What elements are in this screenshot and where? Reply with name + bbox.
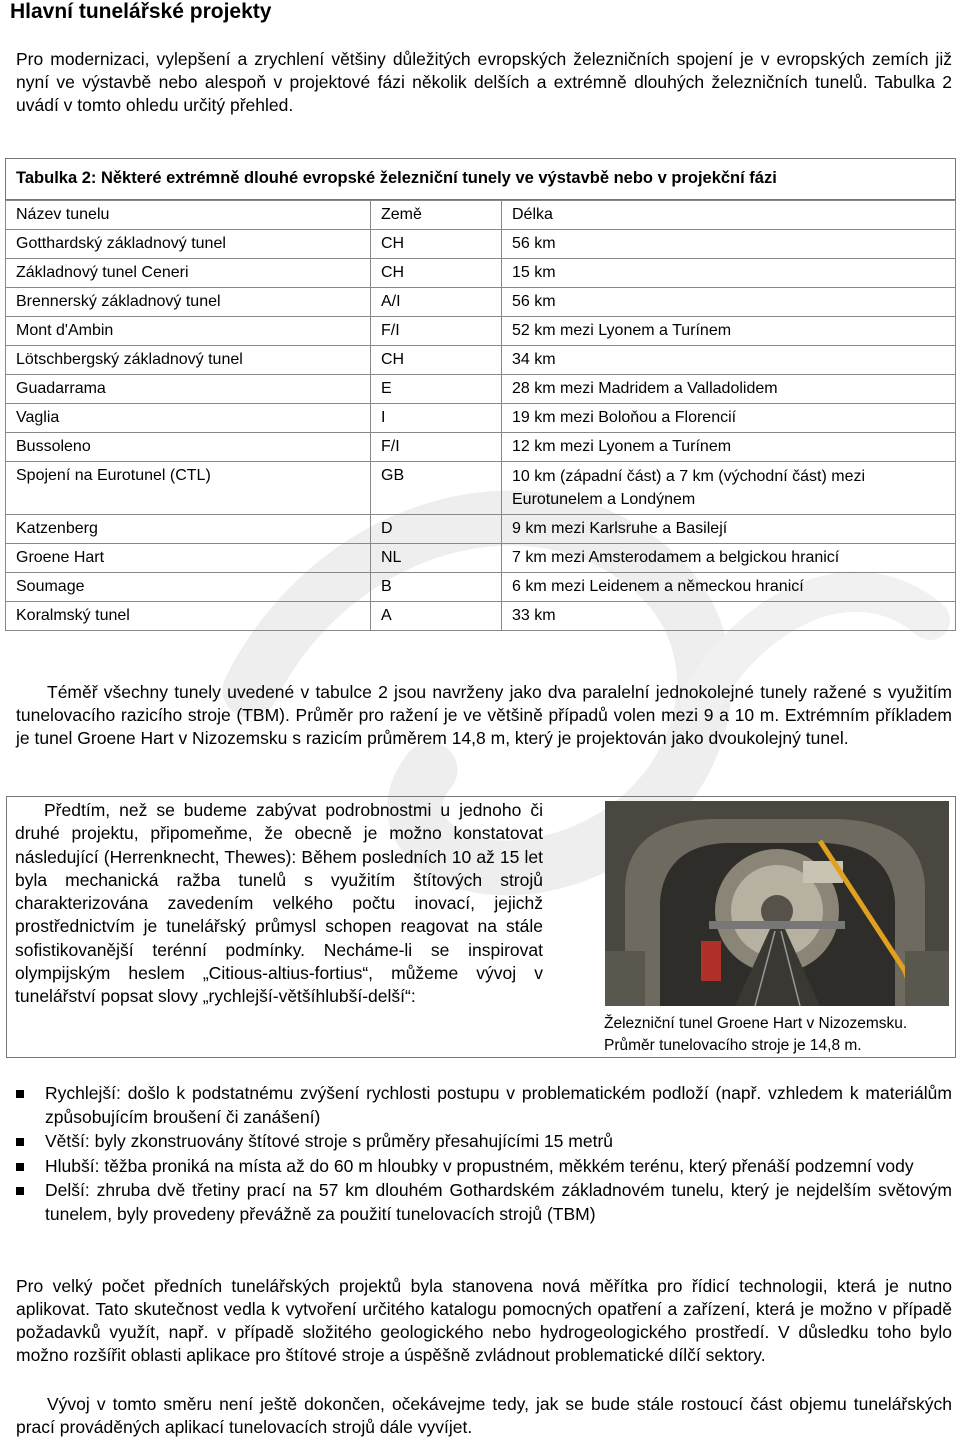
cell-name: Základnový tunel Ceneri <box>6 259 371 288</box>
cell-length: 10 km (západní část) a 7 km (východní část) mezi Eurotunelem a Londýnem <box>502 462 956 515</box>
cell-country: B <box>371 573 502 602</box>
list-item <box>16 1082 952 1129</box>
box-paragraph: Předtím, než se budeme zabývat podrobnostmi u jednoho či druhé projektu, připomeňme, že obecně je možno konstatovat následující (Herrenknecht, Thewes): Během posledních 10 až 15 let byla mechanická ražba tunelů s využitím štítových strojů charakterizována zavedením velkého počtu inovací, jejichž prostřednictvím je tunelářský průmysl schopen reagovat na stále sofistikovanější terénní podmínky. Necháme-li se inspirovat olympijským heslem „Citious-altius-fortius“, můžeme vývoj v tunelářství popsat slovy „rychlejší-většíhlubší-delší“: <box>15 800 543 1007</box>
table-row <box>6 515 956 544</box>
cell-name: Spojení na Eurotunel (CTL) <box>6 462 371 515</box>
table-row <box>6 573 956 602</box>
cell-name: Groene Hart <box>6 544 371 573</box>
cell-name: Gotthardský základnový tunel <box>6 230 371 259</box>
intro-paragraph: Pro modernizaci, vylepšení a zrychlení většiny důležitých evropských železničních spojení je v evropských zemích již nyní ve výstavbě nebo alespoň v projektové fázi několik delších a extrémně dlouhých železničních tunelů. Tabulka 2 uvádí v tomto ohledu určitý přehled. <box>16 49 952 115</box>
cell-country: E <box>371 375 502 404</box>
cell-length: 56 km <box>502 230 956 259</box>
cell-name: Katzenberg <box>6 515 371 544</box>
cell-length: 19 km mezi Boloňou a Florencií <box>502 404 956 433</box>
cell-country: NL <box>371 544 502 573</box>
cell-country: F/I <box>371 317 502 346</box>
cell-country: A/I <box>371 288 502 317</box>
table-row <box>6 259 956 288</box>
cell-name: Vaglia <box>6 404 371 433</box>
header-length: Délka <box>502 201 956 230</box>
cell-country: GB <box>371 462 502 515</box>
cell-name: Soumage <box>6 573 371 602</box>
cell-country: F/I <box>371 433 502 462</box>
cell-name: Mont d'Ambin <box>6 317 371 346</box>
cell-length: 33 km <box>502 602 956 631</box>
table-row <box>6 230 956 259</box>
table-row <box>6 404 956 433</box>
paragraph-3: Pro velký počet předních tunelářských projektů byla stanovena nová měřítka pro řídicí technologii, která je nutno aplikovat. Tato skutečnost vedla k vytvoření určitého katalogu pomocných opatření a zařízení, která je možno v případě požadavků využít, např. v případě složitého geologického nebo hydrogeologického prostředí. V důsledku toho bylo možno rozšířit oblasti aplikace pro štítové stroje a úspěšně zvládnout problematické dílčí sektory. <box>16 1276 952 1365</box>
cell-length: 52 km mezi Lyonem a Turínem <box>502 317 956 346</box>
section-heading: Hlavní tunelářské projekty <box>10 0 272 23</box>
paragraph-4: Vývoj v tomto směru není ještě dokončen, očekávejme tedy, jak se bude stále rostoucí část objemu tunelářských prací prováděných aplikací tunelovacích strojů dále vyvíjet. <box>16 1394 952 1437</box>
cell-country: I <box>371 404 502 433</box>
cell-length: 34 km <box>502 346 956 375</box>
tunnels-table <box>5 200 956 631</box>
list-item <box>16 1179 952 1226</box>
cell-length: 28 km mezi Madridem a Valladolidem <box>502 375 956 404</box>
bullet-text: Hlubší: těžba proniká na místa až do 60 m hloubky v propustném, měkkém terénu, který přenáší podzemní vody <box>45 1155 914 1176</box>
cell-country: CH <box>371 230 502 259</box>
bullet-square-icon <box>16 1187 24 1195</box>
cell-length: 9 km mezi Karlsruhe a Basilejí <box>502 515 956 544</box>
cell-length: 56 km <box>502 288 956 317</box>
bullet-square-icon <box>16 1090 24 1098</box>
table-row <box>6 433 956 462</box>
header-country: Země <box>371 201 502 230</box>
table-caption-text: Tabulka 2: Některé extrémně dlouhé evropské železniční tunely ve výstavbě nebo v projekční fázi <box>16 169 777 187</box>
table-row <box>6 317 956 346</box>
cell-length: 15 km <box>502 259 956 288</box>
bullet-text: Větší: byly zkonstruovány štítové stroje s průměry přesahujícími 15 metrů <box>45 1131 613 1151</box>
header-name: Název tunelu <box>6 201 371 230</box>
cell-country: D <box>371 515 502 544</box>
cell-country: CH <box>371 346 502 375</box>
tunnel-photo <box>605 801 949 1006</box>
table-row <box>6 602 956 631</box>
text-figure-box <box>6 796 956 1058</box>
list-item <box>16 1130 952 1154</box>
cell-length: 7 km mezi Amsterodamem a belgickou hranicí <box>502 544 956 573</box>
cell-name: Koralmský tunel <box>6 602 371 631</box>
cell-name: Brennerský základnový tunel <box>6 288 371 317</box>
table-row <box>6 375 956 404</box>
bullet-text: Delší: zhruba dvě třetiny prací na 57 km dlouhém Gothardském základnovém tunelu, který je nejdelším světovým tunelem, byly provedeny převážně za použití tunelovacích strojů (TBM) <box>45 1180 952 1224</box>
table-row <box>6 462 956 515</box>
table-row <box>6 346 956 375</box>
bullet-square-icon <box>16 1138 24 1146</box>
table-caption <box>5 158 956 200</box>
paragraph-2: Téměř všechny tunely uvedené v tabulce 2 jsou navrženy jako dva paralelní jednokolejné tunely ražené s využitím tunelovacího razicího stroje (TBM). Průměr pro ražení je ve většině případů volen mezi 9 a 10 m. Extrémním příkladem je tunel Groene Hart v Nizozemsku s razicím průměrem 14,8 m, který je projektován jako dvoukolejný tunel. <box>16 682 952 748</box>
cell-length: 6 km mezi Leidenem a německou hranicí <box>502 573 956 602</box>
cell-length: 12 km mezi Lyonem a Turínem <box>502 433 956 462</box>
table-header-row <box>6 201 956 230</box>
cell-name: Lötschbergský základnový tunel <box>6 346 371 375</box>
bullet-text: Rychlejší: došlo k podstatnému zvýšení rychlosti postupu v problematickém podloží (např. vzhledem k materiálům způsobujícím broušení či zanášení) <box>45 1083 952 1127</box>
list-item <box>16 1155 952 1179</box>
cell-name: Guadarrama <box>6 375 371 404</box>
table-row <box>6 544 956 573</box>
cell-name: Bussoleno <box>6 433 371 462</box>
table-row <box>6 288 956 317</box>
bullet-square-icon <box>16 1163 24 1171</box>
cell-country: A <box>371 602 502 631</box>
tunnel-photo-illustration <box>605 801 949 1006</box>
photo-caption: Železniční tunel Groene Hart v Nizozemsku. Průměr tunelovacího stroje je 14,8 m. <box>604 1015 908 1054</box>
bullet-list <box>16 1082 952 1227</box>
cell-country: CH <box>371 259 502 288</box>
